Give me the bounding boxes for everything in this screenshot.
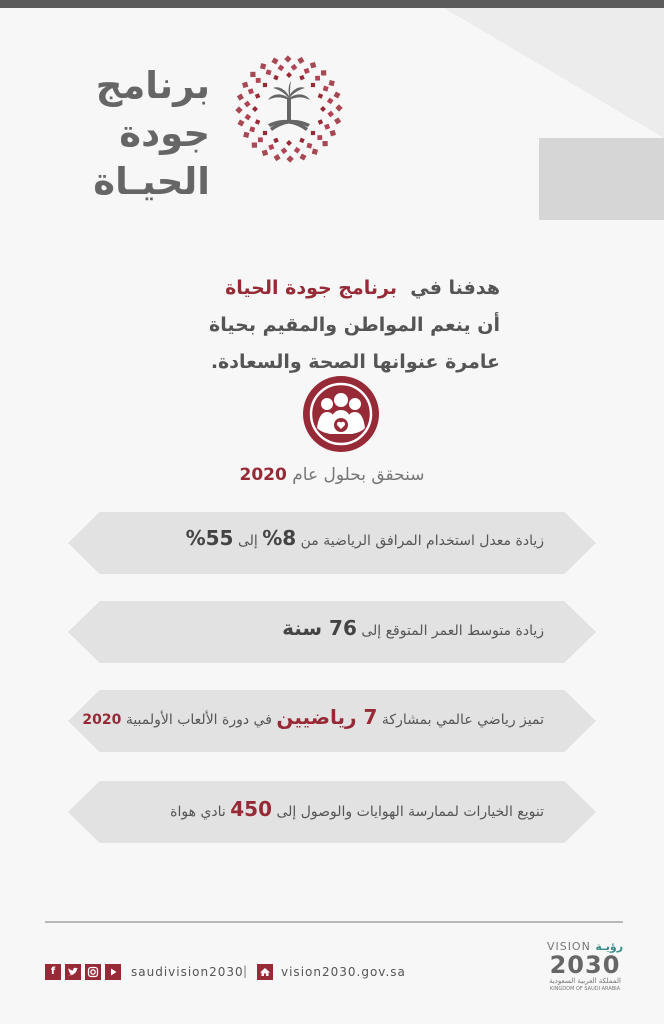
- intro-paragraph: [120, 270, 500, 381]
- palm-swords-emblem-icon: [228, 48, 350, 170]
- kingdom-en: KINGDOM OF SAUDI ARABIA: [549, 986, 621, 992]
- background-block: [539, 138, 664, 220]
- vision-year: 2030: [549, 951, 621, 979]
- intro-line1: [120, 270, 500, 307]
- goal-text-3: [82, 705, 544, 729]
- achieve-prefix: سنحقق بحلول عام: [292, 465, 425, 485]
- goal-2-value: 76 سنة: [282, 616, 357, 640]
- goal-3-mid: في دورة الألعاب الأولمبية: [125, 712, 272, 728]
- facebook-icon[interactable]: f: [45, 964, 61, 980]
- goal-1-value-to: 55%: [185, 526, 234, 550]
- vision-2030-logo: [540, 940, 630, 993]
- goal-text-4: [90, 797, 544, 821]
- goal-4-value: 450: [230, 797, 273, 821]
- goal-3-value: 7 رياضيين: [276, 705, 378, 729]
- people-heart-icon: [303, 376, 379, 452]
- intro-line3: عامرة عنوانها الصحة والسعادة.: [210, 351, 500, 373]
- program-title-line1: برنامج جودة: [95, 64, 210, 155]
- youtube-icon[interactable]: [105, 964, 121, 980]
- home-icon[interactable]: [257, 964, 273, 980]
- intro-prefix: هدفنا في: [410, 277, 500, 299]
- twitter-icon[interactable]: [65, 964, 81, 980]
- website-link[interactable]: vision2030.gov.sa: [281, 965, 406, 979]
- goal-text-2: [90, 616, 544, 640]
- program-title: [30, 62, 210, 206]
- top-bar: [0, 0, 664, 8]
- intro-highlight: برنامج جودة الحياة: [225, 277, 397, 299]
- goal-4-mid: نادي هواة: [170, 804, 226, 820]
- footer-separator: |: [243, 964, 248, 978]
- vision-en: VISION: [546, 940, 591, 953]
- goal-text-1: [90, 526, 544, 550]
- goal-1-value-from: 8%: [262, 526, 297, 550]
- goal-2-label: زيادة متوسط العمر المتوقع إلى: [361, 623, 544, 639]
- goal-3-label: تميز رياضي عالمي بمشاركة: [381, 712, 544, 728]
- program-title-line2: الحيـاة: [93, 160, 210, 203]
- goal-1-label: زيادة معدل استخدام المرافق الرياضية من: [300, 533, 544, 549]
- intro-line2: أن ينعم المواطن والمقيم بحياة: [209, 314, 500, 336]
- goal-3-year: 2020: [82, 712, 122, 728]
- goal-4-label: تنويع الخيارات لممارسة الهوايات والوصول إلى: [276, 804, 544, 820]
- achieve-year: 2020: [239, 465, 287, 485]
- social-handle[interactable]: saudivision2030: [131, 965, 244, 979]
- footer-divider: [45, 921, 623, 923]
- vision-ar: رؤيـة: [595, 940, 624, 953]
- kingdom-ar: المملكة العربية السعودية: [549, 977, 621, 985]
- achieve-by-2020: [150, 465, 514, 485]
- background-triangle: [444, 8, 664, 138]
- instagram-icon[interactable]: [85, 964, 101, 980]
- goal-1-mid: إلى: [237, 533, 258, 549]
